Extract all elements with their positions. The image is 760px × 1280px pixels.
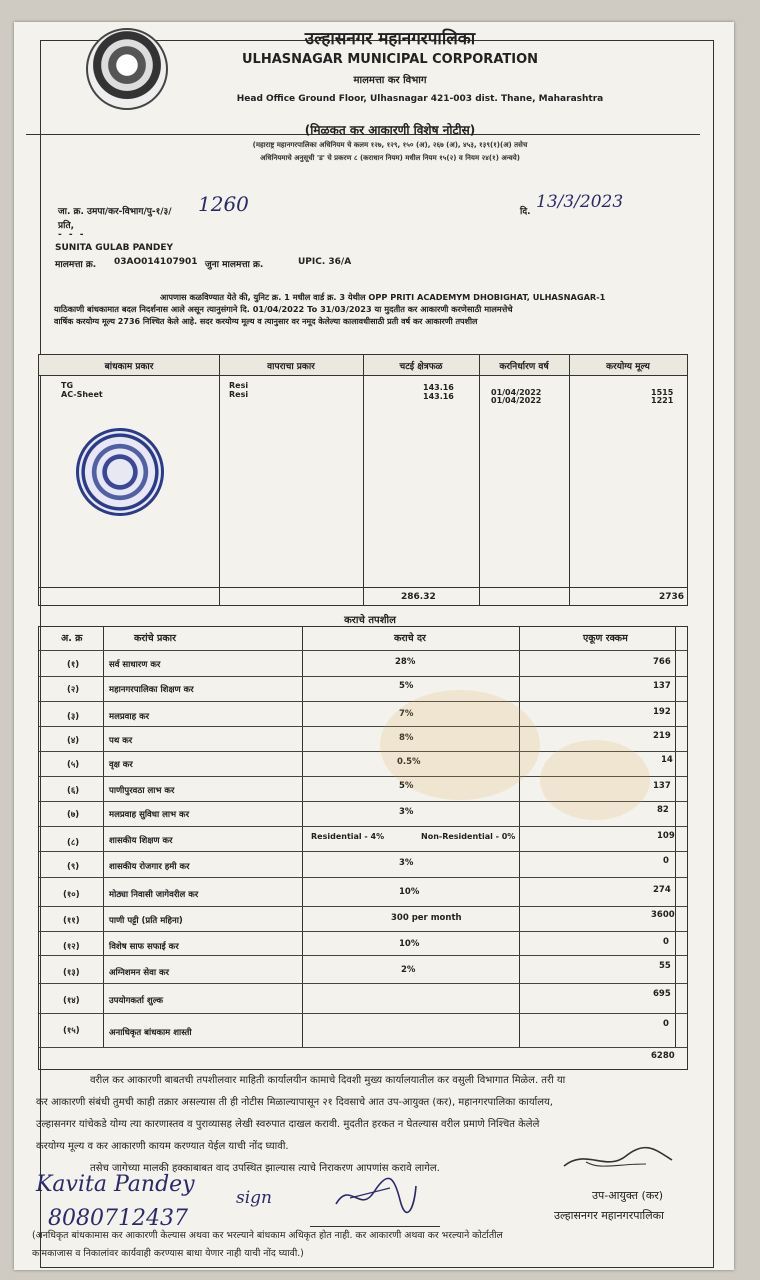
total-taxable-value: 2736 [659, 592, 685, 602]
tax-row-5-amount: 14 [661, 755, 673, 765]
footer-line-5: तसेच जागेच्या मालकी हक्काबाबत वाद उपस्थित झाल्यास त्याचे निराकरण आपणांस करावे लागेल. [90, 1163, 440, 1174]
tax-row-13-amount: 55 [659, 961, 671, 971]
education-tax-residential: Residential - 4% [311, 832, 385, 841]
intro-line-3: वार्षिक करयोग्य मूल्य 2736 निश्चित केले आहे. सदर करयोग्य मूल्य व त्यानुसार वर नमूद केलेल्या कालावधीसाठी प्रती वर्ष कर आकारणी तपशील [54, 317, 478, 326]
tax-row-1-no: (१) [67, 660, 80, 670]
intro-line-1: आपणास कळविण्यात येते की, युनिट क्र. 1 मधील वार्ड क्र. 3 येथील OPP PRITI ACADEMYM DHOBIGHAT, ULHASNAGAR-1 [160, 292, 606, 302]
tax-row-13-no: (१३) [63, 968, 80, 978]
tax-row-10-amount: 274 [653, 885, 671, 895]
tax-row-8-amount: 109 [657, 831, 675, 841]
legal-note-line-1: (अनधिकृत बांधकामास कर आकारणी केल्यास अथवा कर भरल्याने बांधकाम अधिकृत होत नाही. कर आकारणी अथवा कर भरल्याने कोर्टातील [32, 1230, 503, 1241]
tax-row-6-rate: 5% [399, 781, 414, 791]
corporation-name-english: ULHASNAGAR MUNICIPAL CORPORATION [241, 52, 539, 67]
official-signature [556, 1142, 676, 1178]
usage-type-2: Resi [229, 390, 249, 399]
col-assessment-year: करनिर्धारण वर्ष [499, 362, 549, 372]
tax-row-2-no: (२) [67, 685, 80, 695]
paper-stain [540, 740, 650, 820]
col-usage-type: वापराचा प्रकार [267, 362, 315, 372]
corporation-logo [86, 28, 168, 110]
tax-row-4-type: पथ कर [109, 736, 133, 746]
tax-row-12-amount: 0 [663, 937, 669, 947]
property-number: 03AO014107901 [114, 257, 198, 267]
tax-row-7-no: (७) [67, 810, 80, 820]
tax-row-9-rate: 3% [399, 858, 414, 868]
col-total-amount: एकूण रक्कम [583, 633, 628, 644]
reference-label: जा. क्र. उमपा/कर-विभाग/पु-१/३/ [58, 207, 172, 217]
handwritten-sign-note: sign [236, 1188, 272, 1208]
old-property-label: जुना मालमत्ता क्र. [205, 260, 264, 270]
tax-row-5-rate: 0.5% [397, 757, 421, 767]
tax-row-10-no: (१०) [63, 890, 80, 900]
col-carpet-area: चटई क्षेत्रफळ [399, 362, 443, 372]
tax-row-7-type: मलप्रवाह सुविधा लाभ कर [109, 810, 190, 820]
tax-row-9-no: (९) [67, 862, 80, 872]
tax-row-4-rate: 8% [399, 733, 414, 743]
carpet-area-2: 143.16 [423, 392, 454, 401]
tax-row-14-amount: 695 [653, 989, 671, 999]
tax-row-6-amount: 137 [653, 781, 671, 791]
tax-row-14-no: (१४) [63, 996, 80, 1006]
date-label: दि. [520, 207, 531, 217]
handwritten-phone: 8080712437 [48, 1206, 188, 1231]
intro-line-2: याठिकाणी बांधकामात बदल निदर्शनास आले असून त्यानुसंगाने दि. 01/04/2022 To 31/03/2023 या मुदतीत कर आकारणी करणेसाठी मालमत्तेचे [54, 304, 513, 314]
education-tax-nonresidential: Non-Residential - 0% [421, 832, 516, 841]
signatory-designation: उप-आयुक्त (कर) [592, 1189, 664, 1202]
handwritten-signature [330, 1170, 420, 1220]
department-name: मालमत्ता कर विभाग [353, 75, 427, 86]
tax-row-11-rate: 300 per month [391, 913, 462, 923]
tax-row-15-amount: 0 [663, 1019, 669, 1029]
tax-row-7-rate: 3% [399, 807, 414, 817]
tax-row-11-amount: 3600 [651, 910, 675, 920]
footer-line-3: उल्हासनगर यांचेकडे योग्य त्या कारणास्तव व पुराव्यासह लेखी स्वरुपात दाखल करावी. मुदतीत हरकत न घेतल्यास वरील प्रमाणे निश्चित केलेले [36, 1119, 540, 1130]
tax-grand-total: 6280 [651, 1051, 675, 1061]
tax-row-3-no: (३) [67, 712, 80, 722]
footer-line-1: वरील कर आकारणी बाबतची तपशीलवार माहिती कार्यालयीन कामाचे दिवशी मुख्य कार्यालयातील कर वसुली विभागात मिळेल. तरी या [90, 1075, 566, 1086]
tax-row-13-rate: 2% [401, 965, 416, 975]
property-number-label: मालमत्ता क्र. [55, 260, 97, 270]
tax-row-12-no: (१२) [63, 942, 80, 952]
handwritten-name: Kavita Pandey [36, 1172, 195, 1197]
tax-row-1-amount: 766 [653, 657, 671, 667]
tax-row-2-amount: 137 [653, 681, 671, 691]
prati-label: प्रति, [58, 221, 75, 231]
tax-row-13-type: अग्निशमन सेवा कर [109, 968, 169, 978]
signatory-office: उल्हासनगर महानगरपालिका [554, 1209, 664, 1222]
owner-name: SUNITA GULAB PANDEY [55, 243, 174, 253]
col-construction-type: बांधकाम प्रकार [104, 362, 154, 372]
col-tax-type: करांचे प्रकार [134, 633, 177, 644]
tax-row-1-type: सर्व साधारण कर [109, 660, 161, 670]
tax-row-12-rate: 10% [399, 939, 420, 949]
tax-row-1-rate: 28% [395, 657, 416, 667]
construction-type-1: TG [61, 381, 74, 390]
reference-number: 1260 [198, 192, 249, 216]
tax-row-6-no: (६) [67, 786, 80, 796]
tax-row-11-type: पाणी पट्टी (प्रति महिना) [109, 916, 183, 926]
tax-row-8-type: शासकीय शिक्षण कर [109, 836, 173, 846]
tax-row-4-no: (४) [67, 736, 80, 746]
taxable-value-1: 1515 [651, 388, 674, 397]
tax-table [38, 626, 688, 1070]
taxable-value-2: 1221 [651, 396, 674, 405]
assessment-total-row [39, 587, 687, 588]
footer-line-2: कर आकारणी संबंधी तुमची काही तक्रार असल्यास ती ही नोटीस मिळाल्यापासून २१ दिवसाचे आत उप-आयुक्त (कर), महानगरपालिका कार्यालय, [36, 1097, 553, 1108]
tax-row-12-type: विशेष साफ सफाई कर [109, 942, 179, 952]
tax-row-9-amount: 0 [663, 856, 669, 866]
tax-row-5-type: वृक्ष कर [109, 760, 133, 770]
notice-legal-reference-1: (महाराष्ट्र महानगरपालिका अधिनियम चे कलम १२७, १२९, १५० (अ), २६७ (अ), ४५३, १३९(१)(अ) तसेच [252, 141, 528, 149]
tax-row-6-type: पाणीपुरवठा लाभ कर [109, 786, 175, 796]
office-address: Head Office Ground Floor, Ulhasnagar 421-003 dist. Thane, Maharashtra [236, 94, 604, 104]
total-carpet-area: 286.32 [401, 592, 436, 602]
tax-row-9-type: शासकीय रोजगार हमी कर [109, 862, 190, 872]
usage-type-1: Resi [229, 381, 249, 390]
carpet-area-1: 143.16 [423, 383, 454, 392]
corporation-seal [76, 428, 164, 516]
tax-row-8-no: (८) [67, 838, 80, 848]
address-dots: - - - [58, 230, 86, 240]
tax-row-10-rate: 10% [399, 887, 420, 897]
construction-type-2: AC-Sheet [61, 390, 103, 399]
tax-row-14-type: उपयोगकर्ता शुल्क [109, 996, 164, 1006]
col-tax-rate: कराचे दर [394, 633, 426, 644]
tax-row-7-amount: 82 [657, 805, 669, 815]
tax-row-3-amount: 192 [653, 707, 671, 717]
assessment-year-1: 01/04/2022 [491, 388, 542, 397]
tax-row-10-type: मोठ्या निवासी जागेवरील कर [109, 890, 199, 900]
tax-row-5-no: (५) [67, 760, 80, 770]
date-value: 13/3/2023 [536, 192, 624, 212]
col-serial: अ. क्र [61, 633, 83, 644]
legal-note-line-2: कामकाजास व निकालांवर कार्यवाही करण्यास बाधा येणार नाही याची नोंद घ्यावी.) [32, 1248, 304, 1259]
tax-row-3-type: मलप्रवाह कर [109, 712, 150, 722]
assessment-year-2: 01/04/2022 [491, 396, 542, 405]
notice-title: (मिळकत कर आकारणी विशेष नोटीस) [304, 123, 476, 137]
tax-details-caption: कराचे तपशील [344, 615, 396, 626]
signature-line [310, 1226, 440, 1227]
upic-number: UPIC. 36/A [298, 257, 352, 267]
tax-row-15-no: (१५) [63, 1026, 80, 1036]
footer-line-4: करयोग्य मूल्य व कर आकारणी कायम करण्यात येईल याची नोंद घ्यावी. [36, 1141, 289, 1152]
paper-stain [380, 690, 540, 800]
tax-row-2-type: महानगरपालिका शिक्षण कर [109, 685, 194, 695]
tax-row-4-amount: 219 [653, 731, 671, 741]
tax-row-2-rate: 5% [399, 681, 414, 691]
notice-legal-reference-2: अधिनियमाचे अनुसूची 'ड' चे प्रकरण ८ (कराधान नियम) मधील नियम १५(२) व नियम २४(१) अन्वये) [260, 154, 520, 162]
col-taxable-value: करयोग्य मूल्य [606, 362, 650, 372]
tax-row-3-rate: 7% [399, 709, 414, 719]
corporation-name-marathi: उल्हासनगर महानगरपालिका [304, 29, 476, 49]
tax-row-11-no: (११) [63, 916, 80, 926]
tax-row-15-type: अनाधिकृत बांधकाम शास्ती [109, 1028, 192, 1038]
